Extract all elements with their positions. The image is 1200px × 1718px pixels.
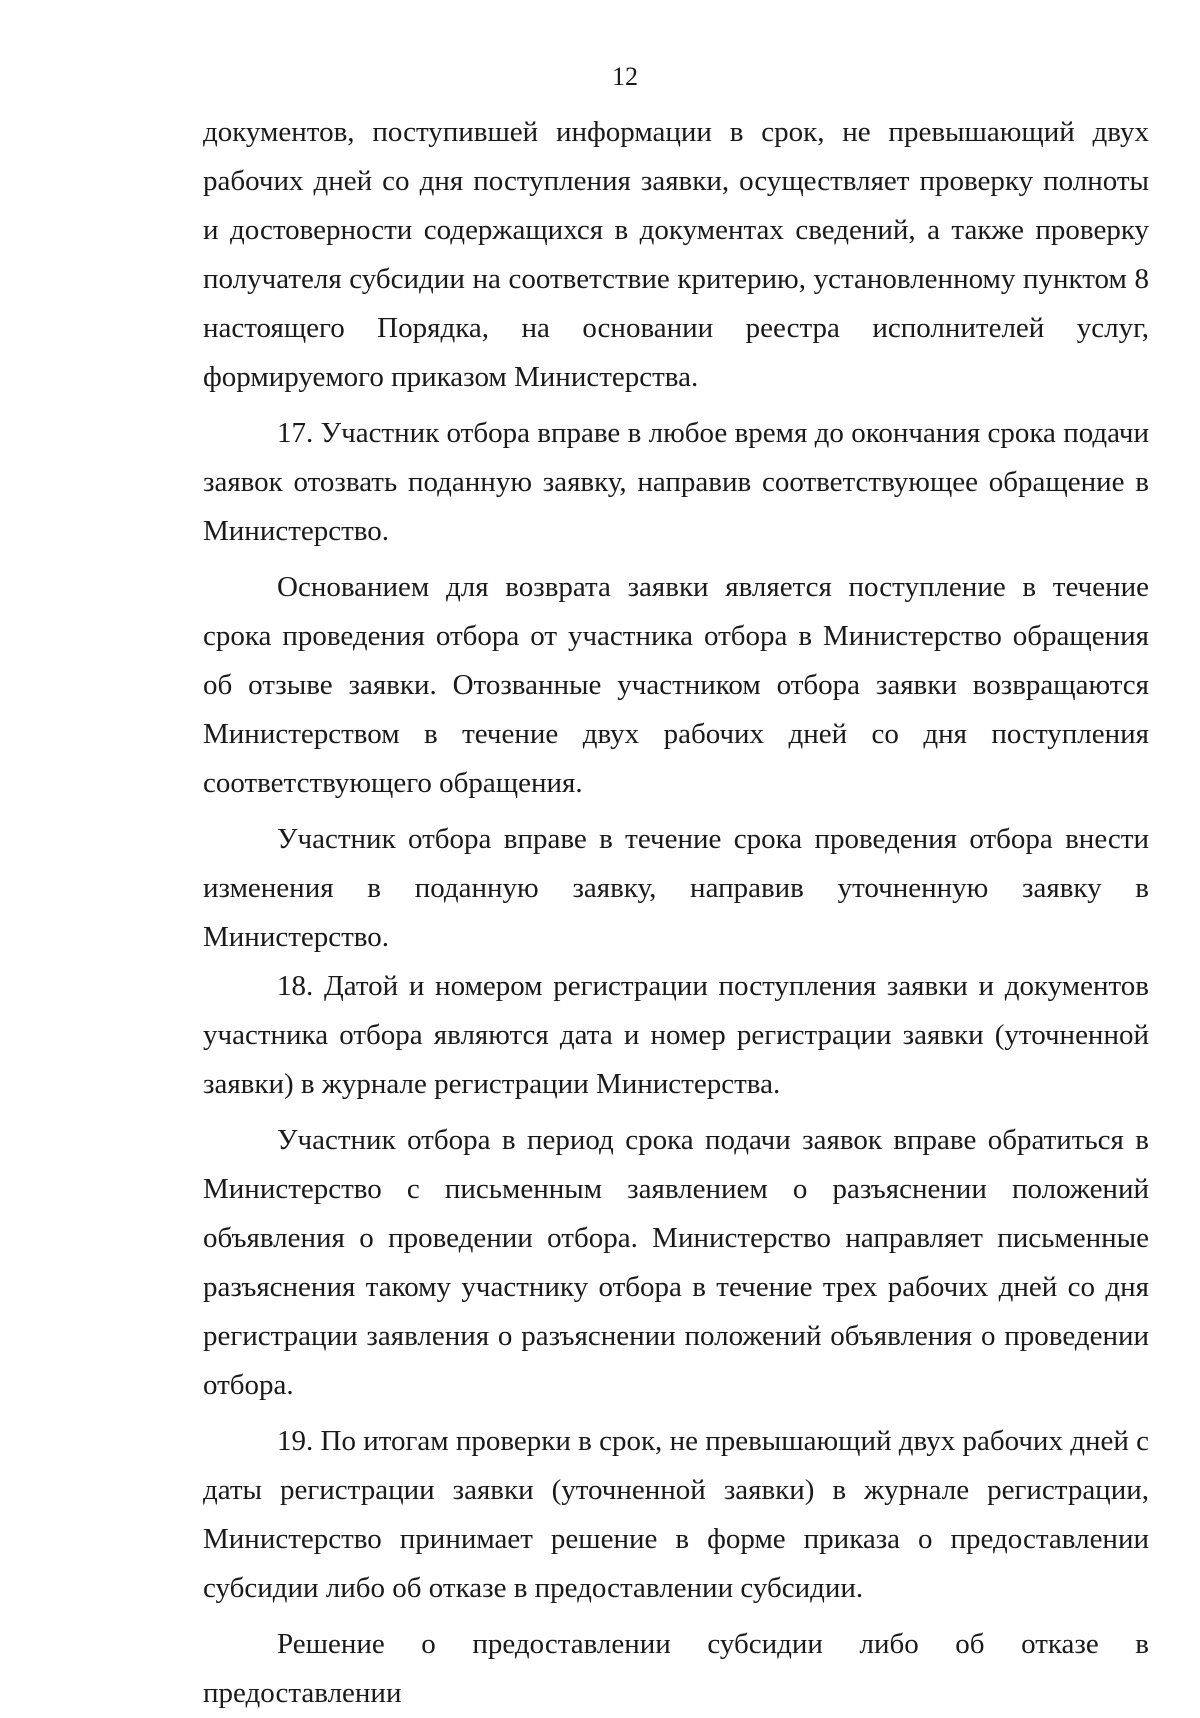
document-body (203, 108, 1149, 1718)
paragraph-return-basis: Основанием для возврата заявки является поступление в течение срока проведения отбора от участника отбора в Министерство обращения об отзыве заявки. Отозванные участником отбора заявки возвращаются Министерством в течение двух рабочих дней со дня поступления соответствующего обращения. (203, 571, 1149, 799)
paragraph-continuation: документов, поступившей информации в срок, не превышающий двух рабочих дней со дня поступления заявки, осуществляет проверку полноты и достоверности содержащихся в документах сведений, а также проверку получателя субсидии на соответствие критерию, установленному пунктом 8 настоящего Порядка, на основании реестра исполнителей услуг, формируемого приказом Министерства. (203, 116, 1149, 393)
paragraph-amend-application: Участник отбора вправе в течение срока проведения отбора внести изменения в поданную заявку, направив уточненную заявку в Министерство. (203, 823, 1149, 953)
paragraph-item-17: 17. Участник отбора вправе в любое время до окончания срока подачи заявок отозвать поданную заявку, направив соответствующее обращение в Министерство. (203, 417, 1149, 547)
page-number: 12 (612, 62, 638, 91)
paragraph-clarification: Участник отбора в период срока подачи заявок вправе обратиться в Министерство с письменным заявлением о разъяснении положений объявления о проведении отбора. Министерство направляет письменные разъяснения такому участнику отбора в течение трех рабочих дней со дня регистрации заявления о разъяснении положений объявления о проведении отбора. (203, 1124, 1149, 1401)
paragraph-decision: Решение о предоставлении субсидии либо об отказе в предоставлении (203, 1628, 1149, 1709)
paragraph-item-19: 19. По итогам проверки в срок, не превышающий двух рабочих дней с даты регистрации заявки (уточненной заявки) в журнале регистрации, Министерство принимает решение в форме приказа о предоставлении субсидии либо об отказе в предоставлении субсидии. (203, 1425, 1149, 1604)
paragraph-item-18: 18. Датой и номером регистрации поступления заявки и документов участника отбора являются дата и номер регистрации заявки (уточненной заявки) в журнале регистрации Министерства. (203, 970, 1149, 1100)
